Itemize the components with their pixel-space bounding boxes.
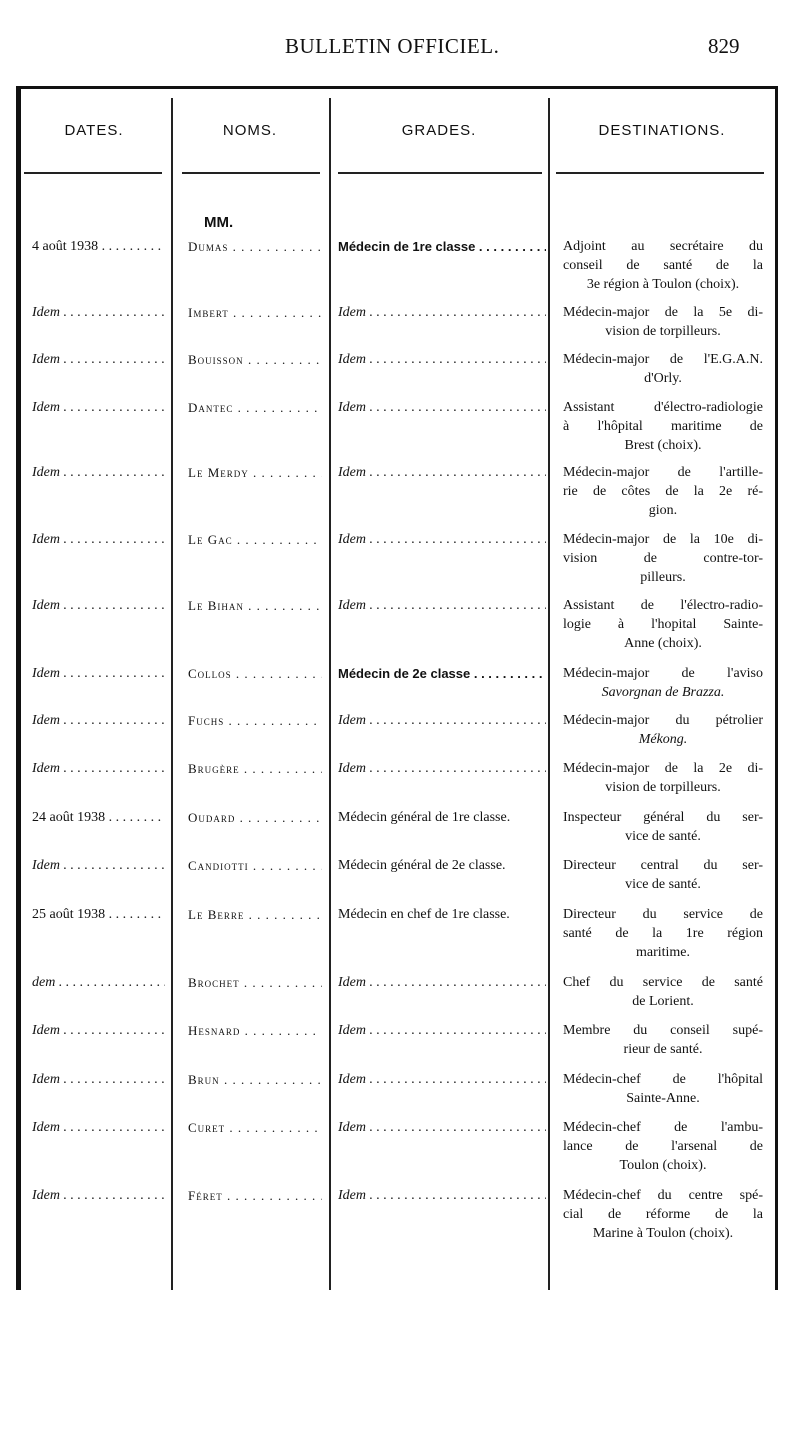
destination-line: santé de la 1re région — [563, 926, 763, 941]
destination-cell — [563, 398, 763, 455]
destination-line: Médecin-major de la 2e di- — [563, 761, 763, 776]
date-cell: Idem . . . — [32, 1186, 165, 1205]
header-rule — [24, 172, 162, 174]
name-cell: Candiotti . . . — [188, 856, 322, 875]
destination-line: à l'hôpital maritime de — [563, 419, 763, 434]
destination-cell — [563, 1186, 763, 1243]
destination-line: Anne (choix). — [624, 636, 702, 651]
grade-cell: Idem . . . — [338, 759, 546, 778]
grade-cell: Idem . . . — [338, 1070, 546, 1089]
name-cell: Dantec . . . — [188, 398, 322, 417]
date-cell: 4 août 1938 . . . — [32, 237, 165, 256]
destination-line: Médecin-chef de l'ambu- — [563, 1120, 763, 1135]
grade-cell: Idem . . . — [338, 463, 546, 482]
destination-cell — [563, 530, 763, 587]
grade-cell: Médecin général de 2e classe. — [338, 858, 506, 873]
date-cell: Idem . . . — [32, 856, 165, 875]
destination-cell — [563, 711, 763, 749]
name-cell: Le Berre . . . — [188, 905, 322, 924]
destination-line: Savorgnan de Brazza. — [601, 685, 725, 700]
name-cell: Dumas . . . — [188, 237, 322, 256]
destination-line: Adjoint au secrétaire du — [563, 239, 763, 254]
destination-cell — [563, 1118, 763, 1175]
grade-cell: Idem . . . — [338, 711, 546, 730]
destination-line: vision de torpilleurs. — [605, 324, 721, 339]
destination-line: pilleurs. — [640, 570, 686, 585]
name-cell: Curet . . . — [188, 1118, 322, 1137]
date-cell: Idem . . . — [32, 759, 165, 778]
destination-line: vision de contre-tor- — [563, 551, 763, 566]
date-cell: Idem . . . — [32, 1118, 165, 1137]
column-divider — [548, 98, 550, 1290]
destination-line: Assistant d'électro-radiologie — [563, 400, 763, 415]
header-rule — [556, 172, 764, 174]
destination-line: conseil de santé de la — [563, 258, 763, 273]
grade-cell: Idem . . . — [338, 350, 546, 369]
column-header-destinations: DESTINATIONS. — [598, 122, 726, 139]
destination-cell — [563, 664, 763, 702]
destination-line: d'Orly. — [644, 371, 682, 386]
grade-cell: Idem . . . — [338, 596, 546, 615]
date-cell: 25 août 1938 . . . — [32, 905, 165, 924]
grade-cell: Idem . . . — [338, 303, 546, 322]
column-header-dates: DATES. — [64, 122, 124, 139]
column-header-grades: GRADES. — [401, 122, 477, 139]
destination-line: Médecin-major de l'aviso — [563, 666, 763, 681]
destination-cell — [563, 905, 763, 962]
destination-cell — [563, 808, 763, 846]
destination-line: gion. — [648, 503, 678, 518]
destination-line: Médecin-major de la 5e di- — [563, 305, 763, 320]
date-cell: Idem . . . — [32, 303, 165, 322]
name-cell: Brun . . . — [188, 1070, 322, 1089]
destination-line: Inspecteur général du ser- — [563, 810, 763, 825]
table-top-border — [16, 86, 778, 89]
name-cell: Bouisson . . . — [188, 350, 322, 369]
destination-line: lance de l'arsenal de — [563, 1139, 763, 1154]
date-cell: Idem . . . — [32, 1021, 165, 1040]
date-cell: Idem . . . — [32, 463, 165, 482]
destination-line: rie de côtes de la 2e ré- — [563, 484, 763, 499]
date-cell: Idem . . . — [32, 1070, 165, 1089]
column-divider — [329, 98, 331, 1290]
destination-line: vice de santé. — [625, 829, 701, 844]
name-cell: Brochet . . . — [188, 973, 322, 992]
grade-cell: Médecin de 2e classe . . . — [338, 664, 546, 683]
name-cell: Fuchs . . . — [188, 711, 322, 730]
destination-line: de Lorient. — [632, 994, 694, 1009]
date-cell: Idem . . . — [32, 350, 165, 369]
date-cell: Idem . . . — [32, 596, 165, 615]
destination-line: vice de santé. — [625, 877, 701, 892]
grade-cell: Idem . . . — [338, 1118, 546, 1137]
grade-cell: Idem . . . — [338, 530, 546, 549]
destination-cell — [563, 1070, 763, 1108]
destination-line: Chef du service de santé — [563, 975, 763, 990]
destination-line: logie à l'hopital Sainte- — [563, 617, 763, 632]
name-cell: Féret . . . — [188, 1186, 322, 1205]
name-cell: Oudard . . . — [188, 808, 322, 827]
destination-cell — [563, 856, 763, 894]
date-cell: dem . . . — [32, 973, 165, 992]
name-cell: Imbert . . . — [188, 303, 322, 322]
destination-line: Mékong. — [638, 732, 688, 747]
date-cell: Idem . . . — [32, 664, 165, 683]
destination-cell — [563, 303, 763, 341]
grade-cell: Idem . . . — [338, 973, 546, 992]
header-rule — [182, 172, 320, 174]
destination-line: Marine à Toulon (choix). — [592, 1226, 734, 1241]
destination-line: Directeur du service de — [563, 907, 763, 922]
destination-line: Médecin-major de l'artille- — [563, 465, 763, 480]
grade-cell: Idem . . . — [338, 398, 546, 417]
name-cell: Le Merdy . . . — [188, 463, 322, 482]
date-cell: Idem . . . — [32, 711, 165, 730]
table-right-border — [775, 86, 778, 1290]
destination-line: rieur de santé. — [623, 1042, 703, 1057]
bulletin-title: BULLETIN OFFICIEL. — [285, 34, 500, 58]
destination-cell — [563, 973, 763, 1011]
grade-cell: Médecin de 1re classe . . . — [338, 237, 546, 256]
grade-cell: Médecin en chef de 1re classe. — [338, 907, 510, 922]
destination-line: Brest (choix). — [624, 438, 702, 453]
destination-cell — [563, 1021, 763, 1059]
destination-line: Médecin-major de l'E.G.A.N. — [563, 352, 763, 367]
destination-cell — [563, 596, 763, 653]
destination-cell — [563, 237, 763, 294]
destination-line: Médecin-major de la 10e di- — [563, 532, 763, 547]
destination-line: vision de torpilleurs. — [605, 780, 721, 795]
mm-label: MM. — [204, 214, 234, 231]
destination-line: Toulon (choix). — [619, 1158, 707, 1173]
header-rule — [338, 172, 542, 174]
column-divider — [171, 98, 173, 1290]
page-number: 829 — [708, 34, 740, 58]
destination-cell — [563, 759, 763, 797]
destination-line: cial de réforme de la — [563, 1207, 763, 1222]
running-head — [0, 34, 800, 64]
destination-line: 3e région à Toulon (choix). — [586, 277, 740, 292]
destination-line: Sainte-Anne. — [626, 1091, 700, 1106]
grade-cell: Idem . . . — [338, 1186, 546, 1205]
destination-cell — [563, 463, 763, 520]
date-cell: 24 août 1938 . . . — [32, 808, 165, 827]
name-cell: Hesnard . . . — [188, 1021, 322, 1040]
destination-line: maritime. — [635, 945, 691, 960]
destination-line: Directeur central du ser- — [563, 858, 763, 873]
column-header-noms: NOMS. — [222, 122, 278, 139]
date-cell: Idem . . . — [32, 398, 165, 417]
name-cell: Brugère . . . — [188, 759, 322, 778]
date-cell: Idem . . . — [32, 530, 165, 549]
destination-line: Membre du conseil supé- — [563, 1023, 763, 1038]
destination-cell — [563, 350, 763, 388]
table-left-border — [16, 86, 21, 1290]
name-cell: Le Gac . . . — [188, 530, 322, 549]
destination-line: Assistant de l'électro-radio- — [563, 598, 763, 613]
grade-cell: Médecin général de 1re classe. — [338, 810, 511, 825]
destination-line: Médecin-chef du centre spé- — [563, 1188, 763, 1203]
name-cell: Collos . . . — [188, 664, 322, 683]
destination-line: Médecin-chef de l'hôpital — [563, 1072, 763, 1087]
grade-cell: Idem . . . — [338, 1021, 546, 1040]
destination-line: Médecin-major du pétrolier — [563, 713, 763, 728]
name-cell: Le Bihan . . . — [188, 596, 322, 615]
